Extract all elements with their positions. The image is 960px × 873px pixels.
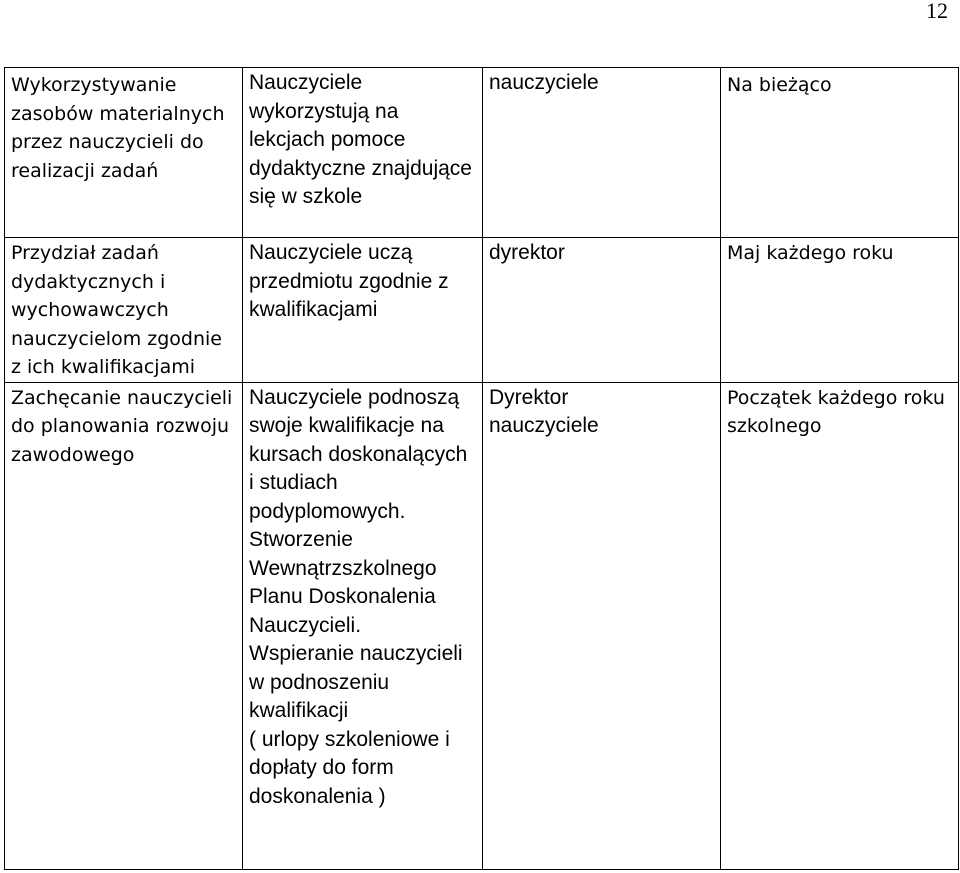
responsible-cell bbox=[483, 238, 721, 383]
table-row bbox=[5, 238, 959, 383]
page-number: 12 bbox=[926, 0, 948, 23]
action-text: Nauczyciele podnoszą swoje kwalifikacje na kursach doskonalących i studiach podyplomowych. Stworzenie Wewnątrzszkolnego Planu Doskonalenia Nauczycieli. Wspieranie nauczycieli w podnoszeniu kwalifikacji ( urlopy szkoleniowe i dopłaty do form doskonalenia ) bbox=[249, 385, 468, 808]
responsible-text: dyrektor bbox=[489, 241, 565, 264]
responsible-cell bbox=[483, 68, 721, 238]
responsible-text: Dyrektor nauczyciele bbox=[489, 385, 599, 437]
task-text: Wykorzystywanie zasobów materialnych przez nauczycieli do realizacji zadań bbox=[11, 74, 225, 182]
task-text: Zachęcanie nauczycieli do planowania rozwoju zawodowego bbox=[11, 386, 233, 466]
task-cell bbox=[5, 382, 243, 869]
task-cell bbox=[5, 68, 243, 238]
table-row bbox=[5, 68, 959, 238]
deadline-text: Początek każdego roku szkolnego bbox=[727, 386, 945, 437]
action-cell bbox=[243, 238, 483, 383]
deadline-text: Maj każdego roku bbox=[727, 242, 894, 264]
task-cell bbox=[5, 238, 243, 383]
action-text: Nauczyciele wykorzystują na lekcjach pomoce dydaktyczne znajdujące się w szkole bbox=[249, 71, 472, 208]
responsible-cell bbox=[483, 382, 721, 869]
table-row bbox=[5, 382, 959, 869]
action-cell bbox=[243, 382, 483, 869]
responsible-text: nauczyciele bbox=[489, 71, 599, 94]
action-cell bbox=[243, 68, 483, 238]
deadline-cell bbox=[721, 238, 959, 383]
plan-table bbox=[4, 67, 959, 870]
action-text: Nauczyciele uczą przedmiotu zgodnie z kwalifikacjami bbox=[249, 241, 449, 321]
deadline-cell bbox=[721, 382, 959, 869]
deadline-cell bbox=[721, 68, 959, 238]
deadline-text: Na bieżąco bbox=[727, 74, 832, 96]
task-text: Przydział zadań dydaktycznych i wychowawczych nauczycielom zgodnie z ich kwalifikacjami bbox=[11, 242, 222, 378]
